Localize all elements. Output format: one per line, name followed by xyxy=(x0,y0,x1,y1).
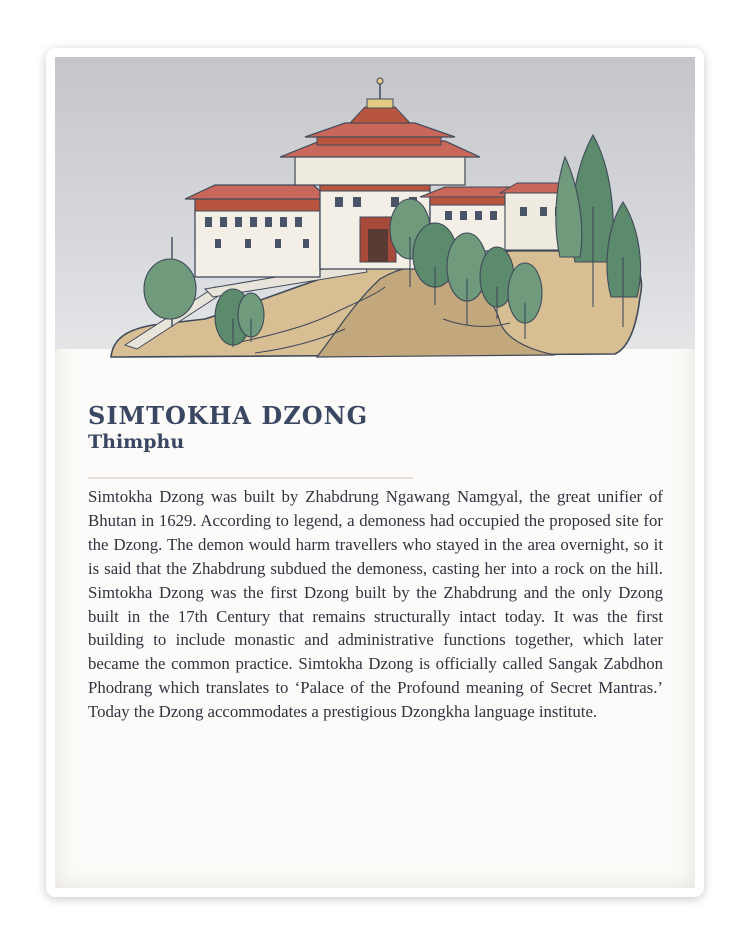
page-title: SIMTOKHA DZONG xyxy=(88,401,369,430)
description-text: Simtokha Dzong was built by Zhabdrung Ngawang Namgyal, the great unifier of Bhutan in 1629. According to legend, a demoness had occupied the proposed site for the Dzong. The demon would harm travellers who stayed in the area overnight, so it is said that the Zhabdrung subdued the demoness, casting her into a rock on the hill. Simtokha Dzong was the first Dzong built by the Zhabdrung and the only Dzong built in the 17th Century that remains structurally intact today. It was the first building to include monastic and administrative functions together, which later became the common practice. Simtokha Dzong is officially called Sangak Zabdhon Phodrang which translates to ‘Palace of the Profound meaning of Secret Mantras.’ Today the Dzong accommodates a prestigious Dzongkha language institute. xyxy=(88,487,663,722)
info-card xyxy=(46,48,704,897)
dzong-building xyxy=(185,78,580,277)
divider xyxy=(88,477,413,479)
dzong-illustration xyxy=(55,57,695,367)
location-subtitle: Thimphu xyxy=(88,431,185,453)
card-inner xyxy=(55,57,695,888)
